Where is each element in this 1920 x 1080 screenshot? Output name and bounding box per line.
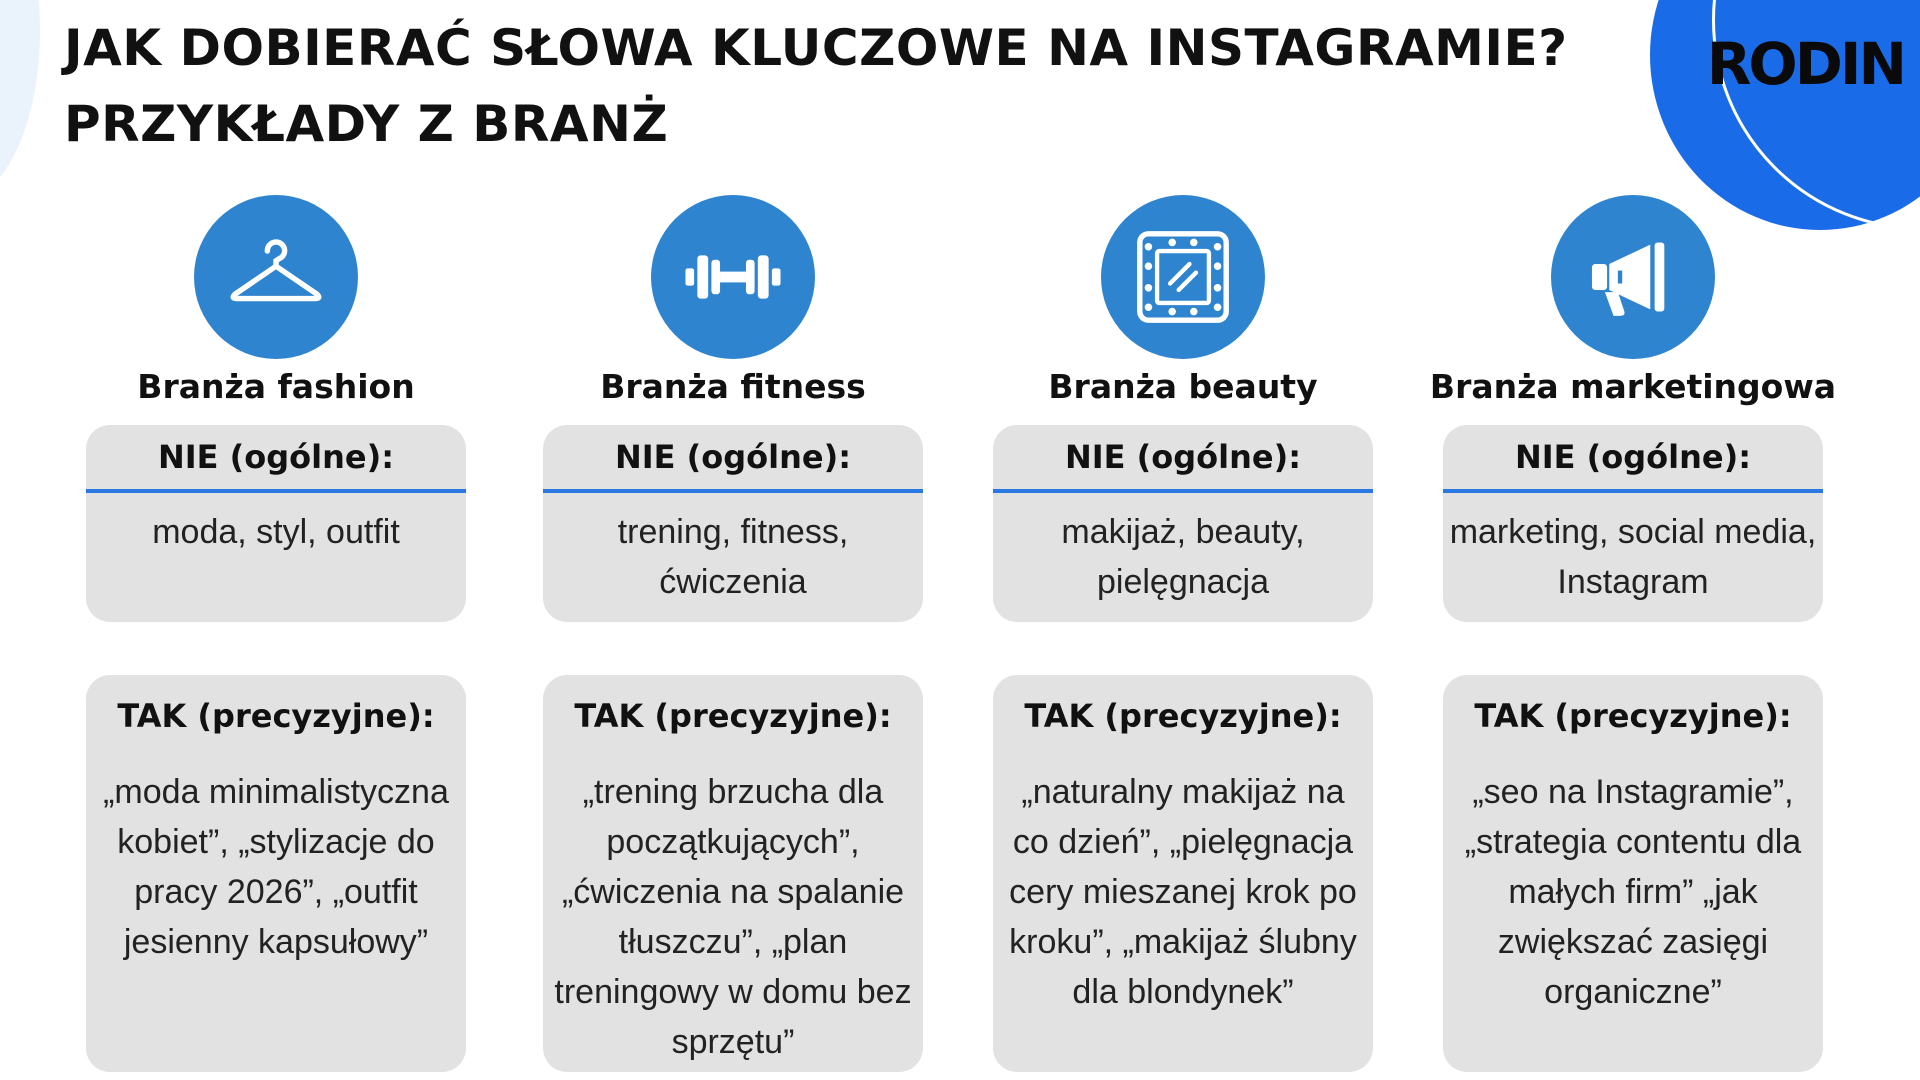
precise-keywords-label: TAK (precyzyjne): — [1474, 697, 1792, 735]
generic-keywords-card — [1443, 425, 1823, 622]
brand-logo: RODIN — [1706, 30, 1904, 98]
precise-keywords-card — [543, 675, 923, 1072]
column-fitness — [543, 195, 923, 1075]
generic-keywords-text: makijaż, beauty, pielęgnacja — [1061, 513, 1305, 601]
hanger-icon — [194, 195, 358, 359]
generic-keywords-card — [993, 425, 1373, 622]
generic-keywords-text: trening, fitness, ćwiczenia — [617, 513, 849, 601]
precise-keywords-card — [86, 675, 466, 1072]
generic-keywords-text: moda, styl, outfit — [152, 513, 400, 551]
generic-keywords-label: NIE (ogólne): — [1443, 425, 1823, 493]
column-title: Branża fashion — [137, 367, 415, 406]
precise-keywords-text: „moda minimalistyczna kobiet”, „stylizacje do pracy 2026”, „outfit jesienny kapsułowy” — [103, 773, 449, 961]
generic-keywords-card — [86, 425, 466, 622]
generic-keywords-label: NIE (ogólne): — [86, 425, 466, 493]
column-beauty — [993, 195, 1373, 1075]
column-fashion — [86, 195, 466, 1075]
generic-keywords-label: NIE (ogólne): — [543, 425, 923, 493]
vanity-mirror-icon — [1101, 195, 1265, 359]
dumbbell-icon — [651, 195, 815, 359]
precise-keywords-label: TAK (precyzyjne): — [574, 697, 892, 735]
column-title: Branża beauty — [1048, 367, 1318, 406]
generic-keywords-card — [543, 425, 923, 622]
page-title-line-2: PRZYKŁADY Z BRANŻ — [64, 95, 669, 153]
column-title: Branża fitness — [600, 367, 866, 406]
megaphone-icon — [1551, 195, 1715, 359]
precise-keywords-label: TAK (precyzyjne): — [1024, 697, 1342, 735]
precise-keywords-text: „naturalny makijaż na co dzień”, „pielęgnacja cery mieszanej krok po kroku”, „makijaż ślubny dla blondynek” — [1009, 773, 1357, 1011]
generic-keywords-label: NIE (ogólne): — [993, 425, 1373, 493]
precise-keywords-card — [993, 675, 1373, 1072]
page-title-line-1: JAK DOBIERAĆ SŁOWA KLUCZOWE NA INSTAGRAMIE? — [64, 19, 1568, 77]
precise-keywords-card — [1443, 675, 1823, 1072]
column-title: Branża marketingowa — [1429, 367, 1837, 406]
generic-keywords-text: marketing, social media, Instagram — [1449, 513, 1817, 601]
precise-keywords-text: „seo na Instagramie”, „strategia contentu dla małych firm” „jak zwiększać zasięgi organiczne” — [1464, 773, 1802, 1011]
precise-keywords-text: „trening brzucha dla początkujących”, „ćwiczenia na spalanie tłuszczu”, „plan treningowy w domu bez sprzętu” — [554, 773, 912, 1061]
precise-keywords-label: TAK (precyzyjne): — [117, 697, 435, 735]
column-marketing — [1429, 195, 1837, 1075]
